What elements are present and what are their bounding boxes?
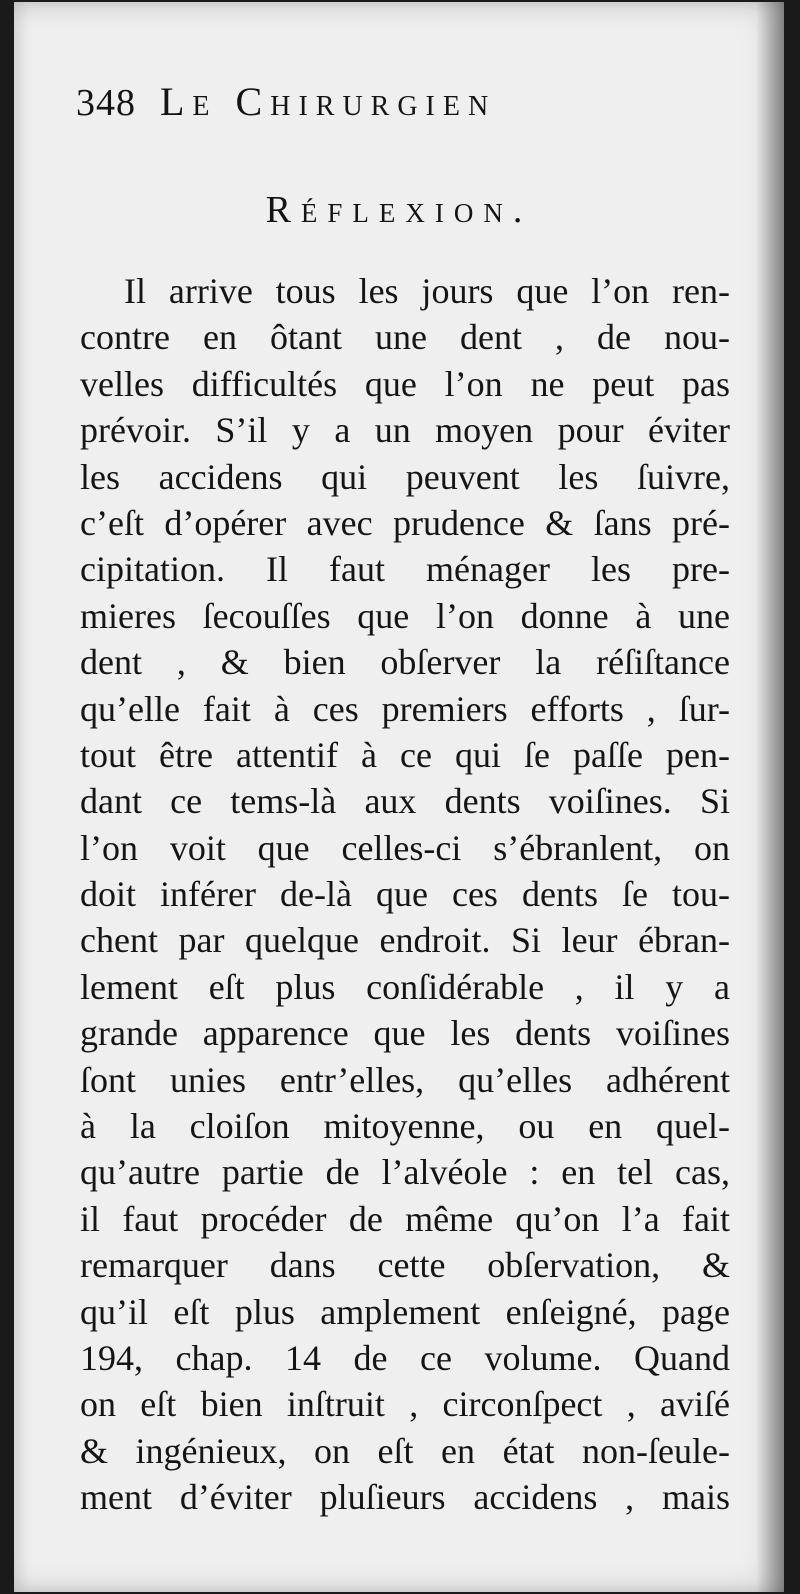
text-line: dent , & bien obſerver la réſiſtance [80, 642, 730, 683]
text-line: Il arrive tous les jours que l’on ren- [124, 271, 730, 311]
text-line: chent par quelque endroit. Si leur ébran- [80, 920, 730, 961]
text-line: à la cloiſon mitoyenne, ou en quel- [80, 1106, 730, 1147]
text-line: lement eſt plus conſidérable , il y a [80, 966, 730, 1007]
text-line: ment d’éviter pluſieurs accidens , mais [80, 1477, 730, 1518]
text-line: qu’elle fait à ces premiers efforts , ſur- [80, 688, 730, 729]
text-line: il faut procéder de même qu’on l’a fait [80, 1198, 730, 1239]
running-head: Le Chirurgien [160, 79, 497, 124]
text-line: les accidens qui peuvent les ſuivre, [80, 456, 730, 497]
text-line: qu’il eſt plus amplement enſeigné, page [80, 1291, 730, 1332]
page-edge-shadow [756, 2, 784, 1592]
section-title: Réflexion. [265, 189, 533, 231]
text-line: cipitation. Il faut ménager les pre- [80, 549, 730, 590]
text-line: on eſt bien inſtruit , circonſpect , aviſé [80, 1384, 730, 1425]
text-line: c’eſt d’opérer avec prudence & ſans pré- [80, 502, 730, 543]
text-line: qu’autre partie de l’alvéole : en tel cas, [80, 1152, 730, 1193]
text-line: remarquer dans cette obſervation, & [80, 1245, 730, 1286]
text-line: grande apparence que les dents voiſines [80, 1013, 730, 1054]
text-line: & ingénieux, on eſt en état non-ſeule- [80, 1430, 730, 1471]
text-line: velles difficultés que l’on ne peut pas [80, 363, 730, 404]
body-text [80, 268, 730, 1521]
text-line: mieres ſecouſſes que l’on donne à une [80, 595, 730, 636]
text-line: ſont unies entr’elles, qu’elles adhérent [80, 1059, 730, 1100]
text-line: l’on voit que celles-ci s’ébranlent, on [80, 827, 730, 868]
text-line: doit inférer de-là que ces dents ſe tou- [80, 874, 730, 915]
page-header [76, 78, 496, 125]
book-page [14, 2, 784, 1592]
text-line: contre en ôtant une dent , de nou- [80, 317, 730, 358]
text-line: prévoir. S’il y a un moyen pour éviter [80, 410, 730, 451]
page-number: 348 [76, 82, 136, 124]
text-line: dant ce tems-là aux dents voiſines. Si [80, 781, 730, 822]
text-line: 194, chap. 14 de ce volume. Quand [80, 1337, 730, 1378]
text-line: tout être attentif à ce qui ſe paſſe pen- [80, 734, 730, 775]
